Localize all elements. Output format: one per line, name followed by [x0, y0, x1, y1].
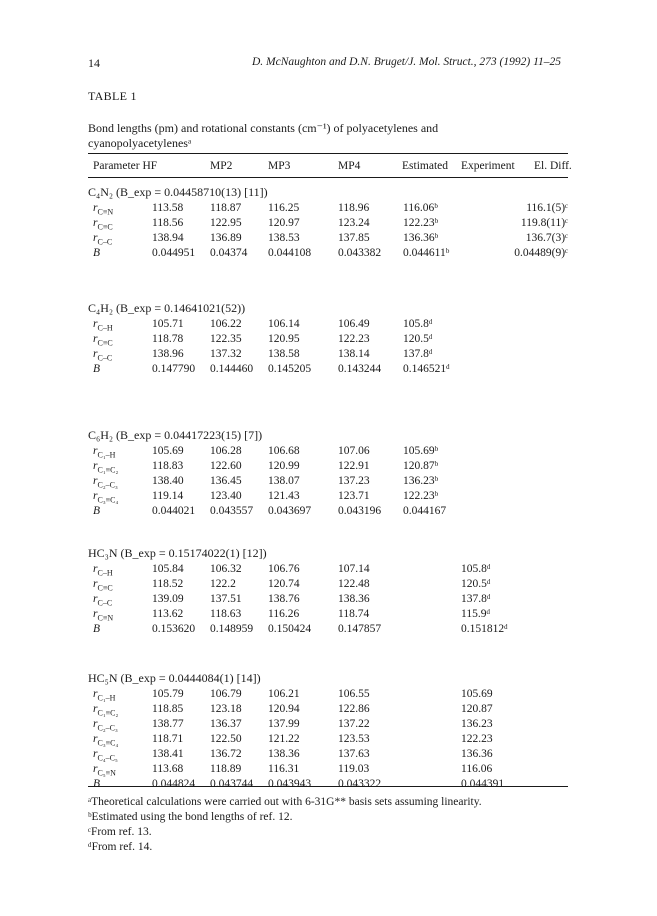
- footnote-a: ᵃTheoretical calculations were carried out with 6-31G** basis sets assuming linearity.: [88, 796, 482, 808]
- cell-mp3: 138.53: [268, 232, 300, 244]
- table-row: [0, 348, 657, 362]
- cell-experiment: 0.044391: [461, 778, 505, 790]
- cell-mp2: 123.18: [210, 703, 242, 715]
- cell-mp3: 120.99: [268, 460, 300, 472]
- parameter-symbol: r: [93, 688, 98, 700]
- table-row: [0, 318, 657, 332]
- cell-mp3: 106.14: [268, 318, 300, 330]
- cell-mp3: 120.95: [268, 333, 300, 345]
- table-label: TABLE 1: [88, 89, 137, 103]
- footnotes: [88, 795, 482, 855]
- cell-mp2: 136.37: [210, 718, 242, 730]
- cell-experiment: 120.87: [461, 703, 493, 715]
- parameter-cell: [93, 733, 118, 747]
- cell-mp4: 0.043322: [338, 778, 382, 790]
- cell-mp4: 118.96: [338, 202, 370, 214]
- parameter-symbol: r: [93, 748, 98, 760]
- parameter-cell: [93, 217, 113, 231]
- cell-est: 0.146521ᵈ: [403, 363, 450, 375]
- cell-mp2: 122.60: [210, 460, 242, 472]
- parameter-subscript: C₃≡C₄: [97, 495, 119, 505]
- parameter-subscript: C≡N: [97, 613, 114, 623]
- parameter-subscript: C₂–C₃: [97, 723, 118, 733]
- cell-mp4: 0.147857: [338, 623, 382, 635]
- cell-el-diff: 0.04489(9)ᶜ: [514, 247, 568, 259]
- cell-mp3: 0.043697: [268, 505, 312, 517]
- cell-hf: 138.40: [152, 475, 184, 487]
- parameter-subscript: C–C: [97, 598, 113, 608]
- cell-est: 120.87ᵇ: [403, 460, 439, 472]
- parameter-cell: [93, 593, 112, 607]
- table-top-rule: [88, 153, 568, 154]
- table-row: [0, 748, 657, 762]
- cell-hf: 113.58: [152, 202, 184, 214]
- table-row: [0, 733, 657, 747]
- parameter-subscript: C₅≡N: [97, 768, 116, 778]
- table-bottom-rule: [88, 786, 568, 787]
- cell-el-diff: 116.1(5)ᶜ: [526, 202, 568, 214]
- cell-mp3: 120.74: [268, 578, 300, 590]
- cell-mp2: 118.89: [210, 763, 242, 775]
- cell-mp4: 118.74: [338, 608, 370, 620]
- table-row: [0, 460, 657, 474]
- parameter-subscript: C₃≡C₄: [97, 738, 119, 748]
- parameter-subscript: C≡C: [97, 222, 113, 232]
- table-row: [0, 763, 657, 777]
- column-header-parameter-hf: Parameter HF: [93, 160, 158, 172]
- parameter-cell: [93, 778, 100, 790]
- cell-el-diff: 136.7(3)ᶜ: [525, 232, 568, 244]
- parameter-subscript: C–H: [97, 568, 113, 578]
- parameter-subscript: C₁≡C₂: [97, 708, 119, 718]
- cell-hf: 105.84: [152, 563, 184, 575]
- table-row: [0, 232, 657, 246]
- column-header-mp3: MP3: [268, 160, 291, 172]
- table-row: [0, 778, 657, 792]
- cell-mp4: 106.49: [338, 318, 370, 330]
- table-row: [0, 202, 657, 216]
- cell-hf: 0.147790: [152, 363, 196, 375]
- parameter-cell: [93, 703, 118, 717]
- table-row: [0, 475, 657, 489]
- parameter-cell: [93, 718, 118, 732]
- parameter-symbol: B: [93, 363, 101, 375]
- page-number: 14: [88, 56, 100, 70]
- cell-mp3: 137.99: [268, 718, 300, 730]
- parameter-symbol: r: [93, 460, 98, 472]
- cell-est: 137.8ᵈ: [403, 348, 433, 360]
- table-row: [0, 217, 657, 231]
- cell-hf: 118.56: [152, 217, 184, 229]
- parameter-cell: [93, 232, 112, 246]
- cell-el-diff: 119.8(11)ᶜ: [520, 217, 568, 229]
- cell-mp4: 119.03: [338, 763, 370, 775]
- cell-hf: 118.85: [152, 703, 184, 715]
- parameter-symbol: r: [93, 202, 98, 214]
- cell-hf: 0.153620: [152, 623, 196, 635]
- cell-experiment: 120.5ᵈ: [461, 578, 491, 590]
- cell-mp3: 121.43: [268, 490, 300, 502]
- parameter-symbol: r: [93, 333, 98, 345]
- table-row: [0, 505, 657, 519]
- cell-mp4: 122.91: [338, 460, 370, 472]
- section-title: HC₃N (B_exp = 0.15174022(1) [12]): [88, 546, 267, 560]
- cell-mp2: 118.87: [210, 202, 242, 214]
- cell-hf: 118.71: [152, 733, 184, 745]
- parameter-subscript: C–H: [97, 323, 113, 333]
- parameter-symbol: B: [93, 247, 101, 259]
- table-row: [0, 363, 657, 377]
- cell-mp4: 137.63: [338, 748, 370, 760]
- cell-mp2: 106.28: [210, 445, 242, 457]
- table-row: [0, 608, 657, 622]
- cell-hf: 113.62: [152, 608, 184, 620]
- parameter-cell: [93, 505, 100, 517]
- parameter-cell: [93, 623, 100, 635]
- running-head: D. McNaughton and D.N. Bruget/J. Mol. Struct., 273 (1992) 11–25: [252, 56, 561, 68]
- cell-est: 116.06ᵇ: [403, 202, 438, 214]
- cell-est: 105.69ᵇ: [403, 445, 439, 457]
- cell-experiment: 105.8ᵈ: [461, 563, 491, 575]
- parameter-subscript: C≡N: [97, 207, 114, 217]
- parameter-symbol: r: [93, 445, 98, 457]
- table-header-rule: [88, 177, 568, 178]
- cell-hf: 138.96: [152, 348, 184, 360]
- section-title: C₄H₂ (B_exp = 0.14641021(52)): [88, 301, 246, 315]
- parameter-symbol: r: [93, 703, 98, 715]
- cell-experiment: 122.23: [461, 733, 493, 745]
- cell-mp4: 123.24: [338, 217, 370, 229]
- cell-est: 122.23ᵇ: [403, 490, 439, 502]
- parameter-symbol: r: [93, 763, 98, 775]
- cell-mp3: 0.044108: [268, 247, 312, 259]
- cell-mp3: 0.043943: [268, 778, 312, 790]
- cell-mp2: 122.35: [210, 333, 242, 345]
- cell-experiment: 116.06: [461, 763, 493, 775]
- parameter-symbol: r: [93, 475, 98, 487]
- cell-experiment: 137.8ᵈ: [461, 593, 491, 605]
- column-header-estimated: Estimated: [402, 160, 448, 172]
- cell-mp3: 106.21: [268, 688, 300, 700]
- parameter-subscript: C₄–C₅: [97, 753, 118, 763]
- cell-mp3: 138.76: [268, 593, 300, 605]
- parameter-symbol: r: [93, 608, 98, 620]
- cell-est: 120.5ᵈ: [403, 333, 433, 345]
- cell-mp4: 123.53: [338, 733, 370, 745]
- cell-mp2: 0.144460: [210, 363, 254, 375]
- cell-mp3: 0.145205: [268, 363, 312, 375]
- cell-mp4: 0.143244: [338, 363, 382, 375]
- parameter-cell: [93, 490, 118, 504]
- cell-mp2: 122.2: [210, 578, 236, 590]
- parameter-subscript: C≡C: [97, 338, 113, 348]
- cell-hf: 139.09: [152, 593, 184, 605]
- cell-hf: 0.044951: [152, 247, 196, 259]
- table-row: [0, 578, 657, 592]
- table-row: [0, 718, 657, 732]
- cell-mp3: 120.97: [268, 217, 300, 229]
- cell-mp3: 0.150424: [268, 623, 312, 635]
- table-row: [0, 688, 657, 702]
- cell-mp4: 122.48: [338, 578, 370, 590]
- parameter-cell: [93, 688, 115, 702]
- section-title: C₆H₂ (B_exp = 0.04417223(15) [7]): [88, 428, 263, 442]
- cell-est: 136.23ᵇ: [403, 475, 439, 487]
- parameter-cell: [93, 475, 118, 489]
- cell-hf: 0.044021: [152, 505, 196, 517]
- parameter-cell: [93, 460, 118, 474]
- parameter-cell: [93, 763, 116, 777]
- cell-mp2: 137.32: [210, 348, 242, 360]
- parameter-subscript: C₁–H: [97, 450, 116, 460]
- cell-mp4: 107.06: [338, 445, 370, 457]
- table-row: [0, 593, 657, 607]
- cell-mp2: 0.148959: [210, 623, 254, 635]
- cell-experiment: 136.23: [461, 718, 493, 730]
- cell-mp2: 106.79: [210, 688, 242, 700]
- table-row: [0, 563, 657, 577]
- cell-mp2: 0.043744: [210, 778, 254, 790]
- parameter-cell: [93, 202, 113, 216]
- cell-est: 0.044611ᵇ: [403, 247, 450, 259]
- parameter-symbol: B: [93, 778, 101, 790]
- footnote-b: ᵇEstimated using the bond lengths of ref. 12.: [88, 811, 293, 823]
- table-row: [0, 445, 657, 459]
- parameter-symbol: r: [93, 318, 98, 330]
- parameter-symbol: r: [93, 563, 98, 575]
- cell-mp3: 121.22: [268, 733, 300, 745]
- table-caption: Bond lengths (pm) and rotational constants (cm⁻¹) of polyacetylenes and cyanopolyacetylenesᵃ: [88, 121, 439, 150]
- table-row: [0, 623, 657, 637]
- section-title: C₄N₂ (B_exp = 0.04458710(13) [11]): [88, 185, 268, 199]
- cell-mp3: 138.36: [268, 748, 300, 760]
- cell-experiment: 136.36: [461, 748, 493, 760]
- parameter-cell: [93, 333, 113, 347]
- parameter-symbol: r: [93, 490, 98, 502]
- cell-hf: 138.41: [152, 748, 184, 760]
- cell-mp3: 106.68: [268, 445, 300, 457]
- cell-mp4: 106.55: [338, 688, 370, 700]
- cell-mp4: 107.14: [338, 563, 370, 575]
- cell-hf: 105.69: [152, 445, 184, 457]
- parameter-cell: [93, 563, 113, 577]
- cell-hf: 118.52: [152, 578, 184, 590]
- table-row: [0, 333, 657, 347]
- cell-hf: 105.79: [152, 688, 184, 700]
- cell-hf: 105.71: [152, 318, 184, 330]
- parameter-subscript: C₂–C₃: [97, 480, 118, 490]
- cell-mp2: 137.51: [210, 593, 242, 605]
- cell-mp2: 106.22: [210, 318, 242, 330]
- cell-est: 105.8ᵈ: [403, 318, 433, 330]
- cell-mp3: 106.76: [268, 563, 300, 575]
- parameter-cell: [93, 445, 115, 459]
- cell-mp2: 122.95: [210, 217, 242, 229]
- cell-mp2: 118.63: [210, 608, 242, 620]
- parameter-cell: [93, 578, 113, 592]
- cell-mp4: 137.22: [338, 718, 370, 730]
- parameter-cell: [93, 247, 100, 259]
- parameter-subscript: C≡C: [97, 583, 113, 593]
- parameter-cell: [93, 348, 112, 362]
- cell-mp3: 116.25: [268, 202, 300, 214]
- cell-mp2: 123.40: [210, 490, 242, 502]
- cell-mp4: 122.23: [338, 333, 370, 345]
- cell-mp4: 122.86: [338, 703, 370, 715]
- parameter-symbol: r: [93, 718, 98, 730]
- cell-experiment: 115.9ᵈ: [461, 608, 491, 620]
- table-row: [0, 247, 657, 261]
- parameter-cell: [93, 363, 100, 375]
- column-header-mp2: MP2: [210, 160, 233, 172]
- table-row: [0, 490, 657, 504]
- cell-mp2: 0.043557: [210, 505, 254, 517]
- parameter-symbol: B: [93, 505, 101, 517]
- section-title: HC₅N (B_exp = 0.0444084(1) [14]): [88, 671, 261, 685]
- cell-mp2: 122.50: [210, 733, 242, 745]
- parameter-symbol: r: [93, 593, 98, 605]
- column-header-experiment: Experiment: [461, 160, 515, 172]
- cell-est: 0.044167: [403, 505, 447, 517]
- parameter-subscript: C–C: [97, 353, 113, 363]
- parameter-symbol: r: [93, 578, 98, 590]
- cell-mp3: 138.58: [268, 348, 300, 360]
- parameter-cell: [93, 748, 118, 762]
- column-header-mp4: MP4: [338, 160, 361, 172]
- cell-mp2: 136.45: [210, 475, 242, 487]
- parameter-symbol: B: [93, 623, 101, 635]
- cell-est: 122.23ᵇ: [403, 217, 439, 229]
- cell-mp4: 123.71: [338, 490, 370, 502]
- cell-mp3: 138.07: [268, 475, 300, 487]
- parameter-subscript: C–C: [97, 237, 113, 247]
- parameter-cell: [93, 608, 113, 622]
- cell-mp2: 136.72: [210, 748, 242, 760]
- cell-mp4: 138.36: [338, 593, 370, 605]
- cell-mp3: 120.94: [268, 703, 300, 715]
- cell-mp2: 106.32: [210, 563, 242, 575]
- table-row: [0, 703, 657, 717]
- cell-hf: 113.68: [152, 763, 184, 775]
- footnote-d: ᵈFrom ref. 14.: [88, 841, 153, 853]
- cell-mp3: 116.31: [268, 763, 300, 775]
- cell-hf: 118.78: [152, 333, 184, 345]
- parameter-subscript: C₁≡C₂: [97, 465, 119, 475]
- parameter-cell: [93, 318, 113, 332]
- cell-mp4: 137.23: [338, 475, 370, 487]
- parameter-symbol: r: [93, 232, 98, 244]
- cell-hf: 119.14: [152, 490, 184, 502]
- parameter-symbol: r: [93, 348, 98, 360]
- cell-mp2: 136.89: [210, 232, 242, 244]
- cell-mp4: 138.14: [338, 348, 370, 360]
- column-header-el-diff: El. Diff.: [534, 160, 572, 172]
- cell-hf: 0.044824: [152, 778, 196, 790]
- cell-mp4: 0.043196: [338, 505, 382, 517]
- cell-hf: 138.77: [152, 718, 184, 730]
- cell-mp3: 116.26: [268, 608, 300, 620]
- footnote-c: ᶜFrom ref. 13.: [88, 826, 152, 838]
- cell-hf: 138.94: [152, 232, 184, 244]
- cell-est: 136.36ᵇ: [403, 232, 439, 244]
- cell-mp4: 0.043382: [338, 247, 382, 259]
- cell-experiment: 105.69: [461, 688, 493, 700]
- cell-hf: 118.83: [152, 460, 184, 472]
- cell-experiment: 0.151812ᵈ: [461, 623, 508, 635]
- parameter-symbol: r: [93, 733, 98, 745]
- parameter-symbol: r: [93, 217, 98, 229]
- cell-mp4: 137.85: [338, 232, 370, 244]
- cell-mp2: 0.04374: [210, 247, 248, 259]
- parameter-subscript: C₁–H: [97, 693, 116, 703]
